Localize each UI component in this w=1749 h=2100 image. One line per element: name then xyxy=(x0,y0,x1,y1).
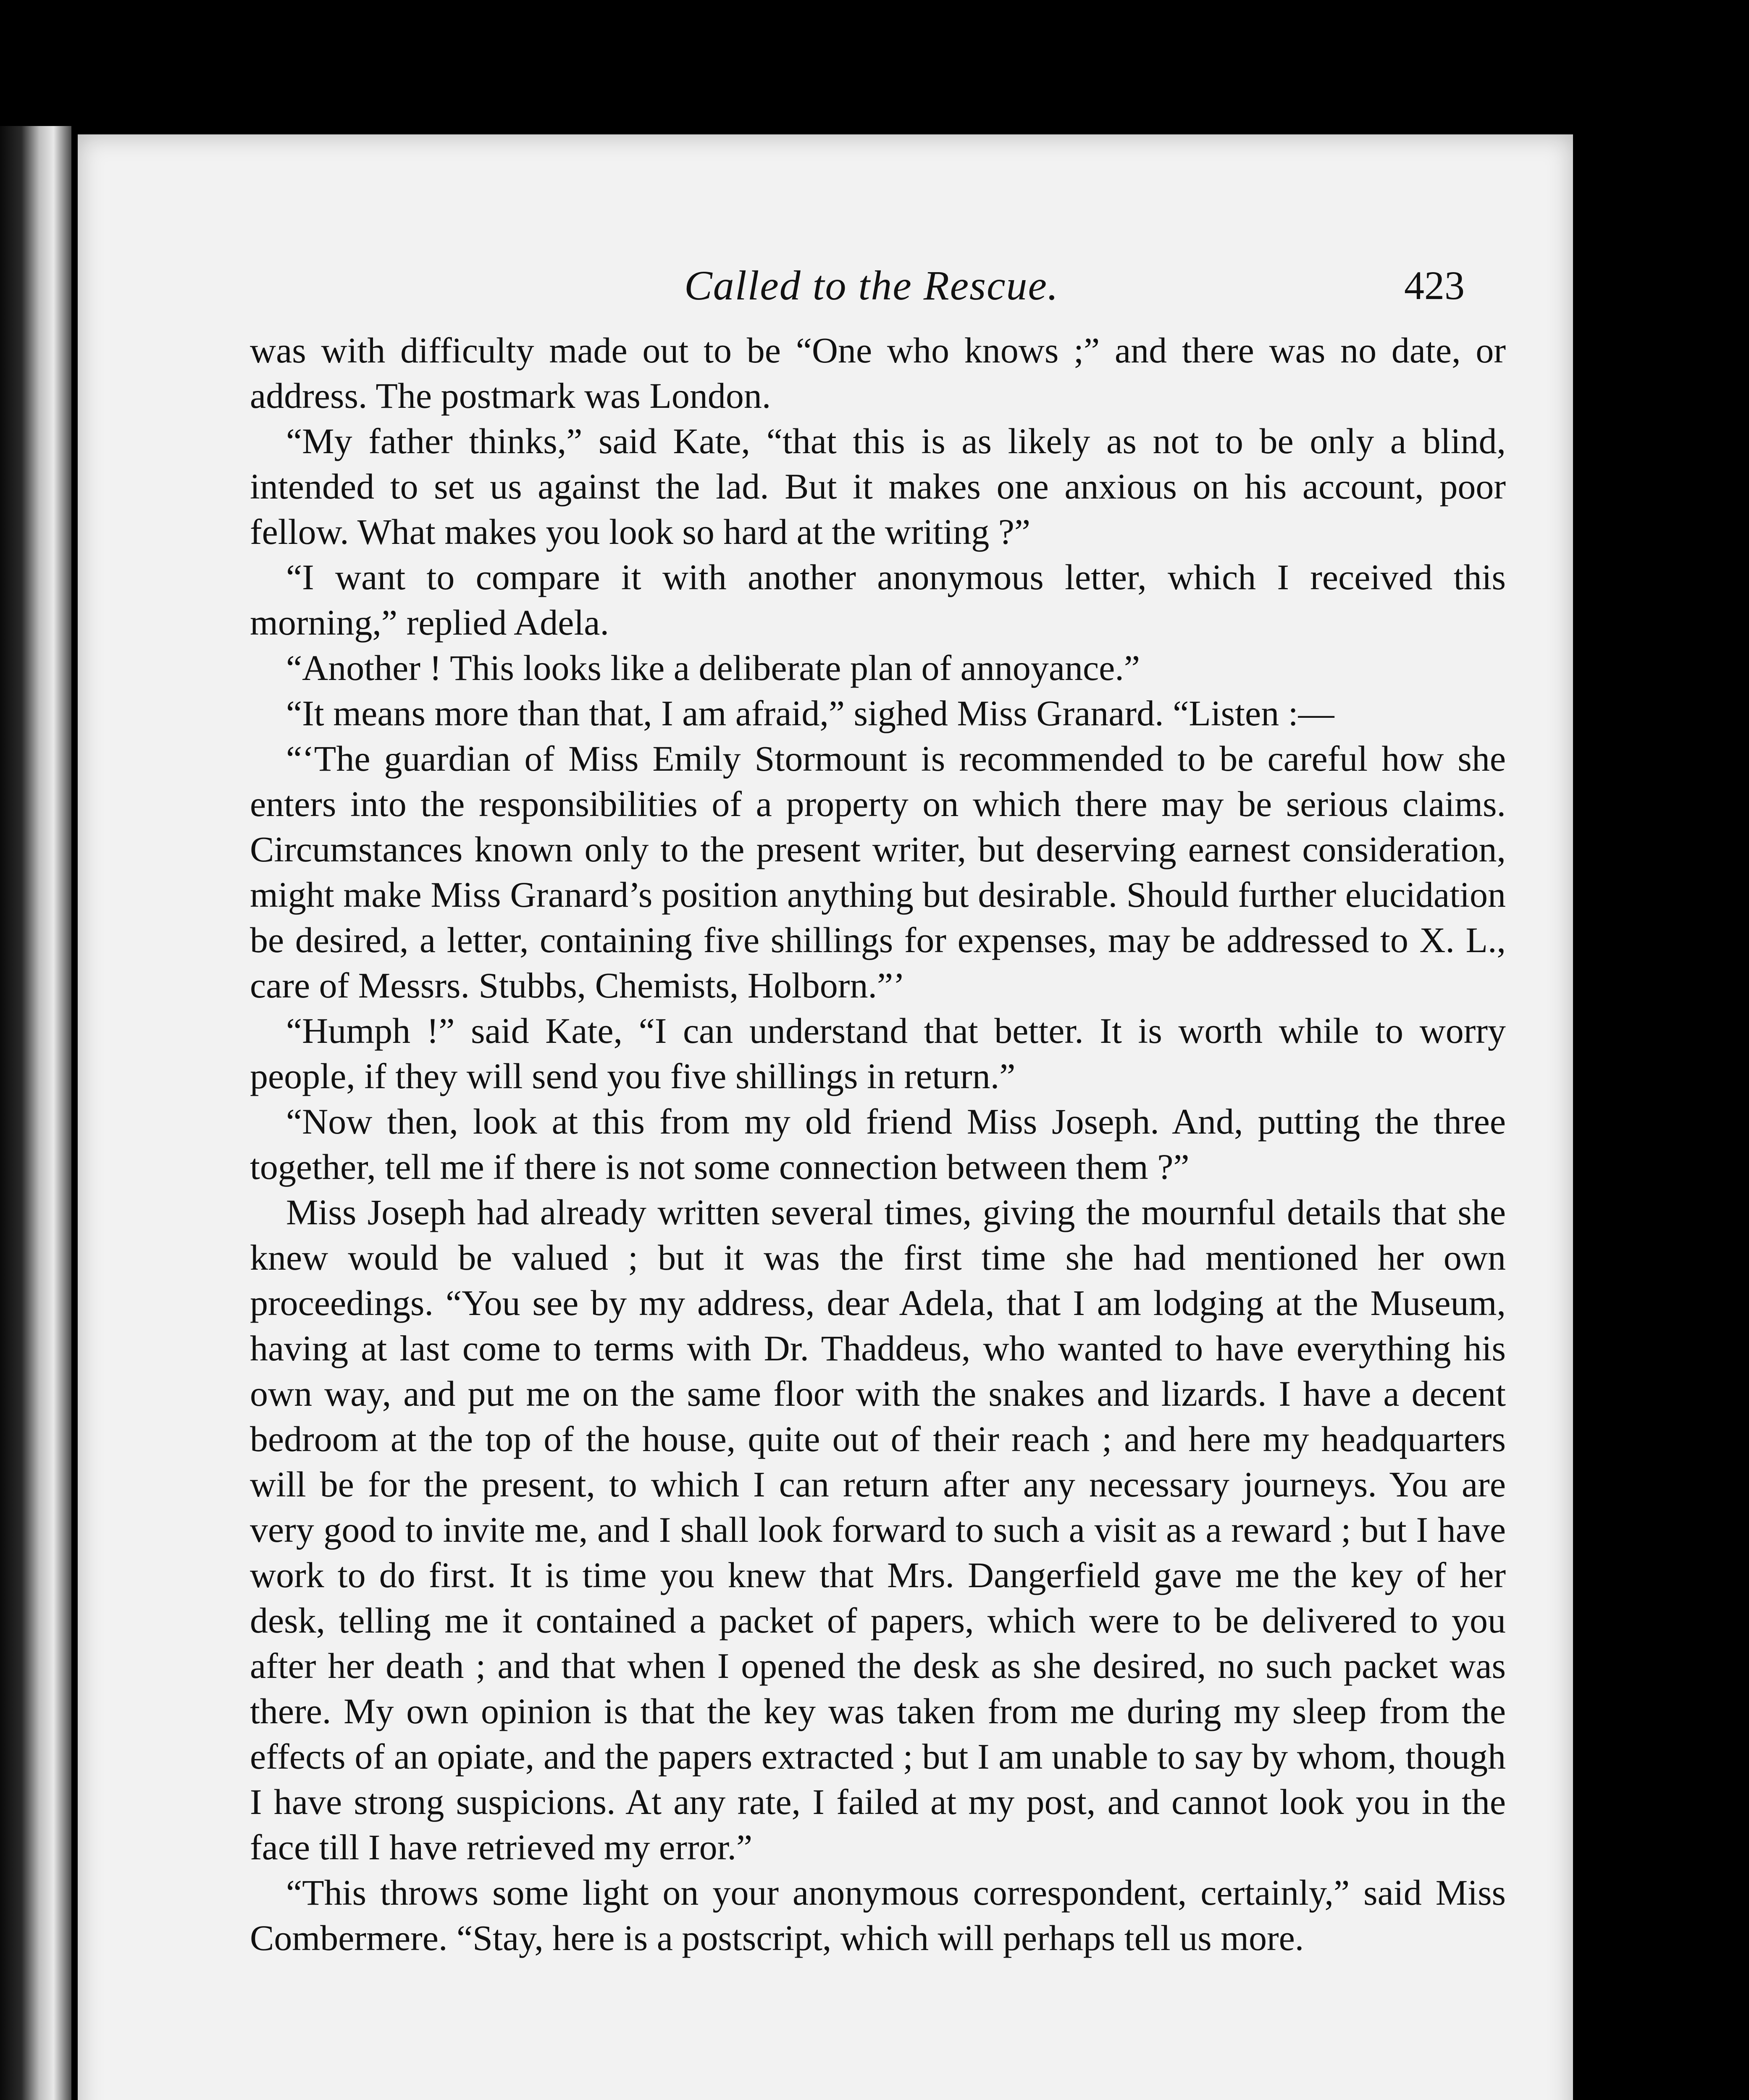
paragraph: was with difficulty made out to be “One who knows ;” and there was no date, or address. The postmark was London. xyxy=(250,330,1506,416)
adjacent-page-edge xyxy=(0,126,71,2100)
book-page xyxy=(78,134,1573,2100)
paragraph: “Now then, look at this from my old friend Miss Joseph. And, putting the three together, tell me if there is not some connection between them ?” xyxy=(250,1101,1506,1187)
paragraph: “It means more than that, I am afraid,” sighed Miss Granard. “Listen :— xyxy=(286,693,1334,733)
body-text xyxy=(250,328,1506,2100)
paragraph: “‘The guardian of Miss Emily Stormount is recommended to be careful how she enters into the responsibilities of a property on which there may be serious claims. Circumstances known only to the present writer, but deserving earnest consideration, might make Miss Granard’s position anything but desirable. Should further elucidation be desired, a letter, containing five shillings for expenses, may be addressed to X. L., care of Messrs. Stubbs, Chemists, Holborn.”’ xyxy=(250,738,1506,1005)
paragraph: “I want to compare it with another anonymous letter, which I received this morning,” replied Adela. xyxy=(250,557,1506,643)
paragraph: Miss Joseph had already written several times, giving the mournful details that she knew would be valued ; but it was the first time she had mentioned her own proceedings. “You see by my address, dear Adela, that I am lodging at the Museum, having at last come to terms with Dr. Thaddeus, who wanted to have everything his own way, and put me on the same floor with the snakes and lizards. I have a decent bedroom at the top of the house, quite out of their reach ; and here my headquarters will be for the present, to which I can return after any necessary journeys. You are very good to invite me, and I shall look forward to such a visit as a reward ; but I have work to do first. It is time you knew that Mrs. Dangerfield gave me the key of her desk, telling me it contained a packet of papers, which were to be delivered to you after her death ; and that when I opened the desk as she desired, no such packet was there. My own opinion is that the key was taken from me during my sleep from the effects of an opiate, and the papers extracted ; but I am unable to say by whom, though I have strong suspicions. At any rate, I failed at my post, and cannot look you in the face till I have retrieved my error.” xyxy=(250,1192,1506,1867)
paragraph: “My father thinks,” said Kate, “that this is as likely as not to be only a blind, intended to set us against the lad. But it makes one anxious on his account, poor fellow. What makes you look so hard at the writing ?” xyxy=(250,421,1506,552)
paragraph: “This throws some light on your anonymous correspondent, certainly,” said Miss Combermere. “Stay, here is a postscript, which will perhaps tell us more. xyxy=(250,1872,1506,1958)
page-number: 423 xyxy=(1404,263,1465,308)
paragraph: “Another ! This looks like a deliberate plan of annoyance.” xyxy=(286,648,1140,688)
paragraph: “Humph !” said Kate, “I can understand that better. It is worth while to worry people, if they will send you five shillings in return.” xyxy=(250,1011,1506,1096)
running-title: Called to the Rescue. xyxy=(684,262,1059,309)
